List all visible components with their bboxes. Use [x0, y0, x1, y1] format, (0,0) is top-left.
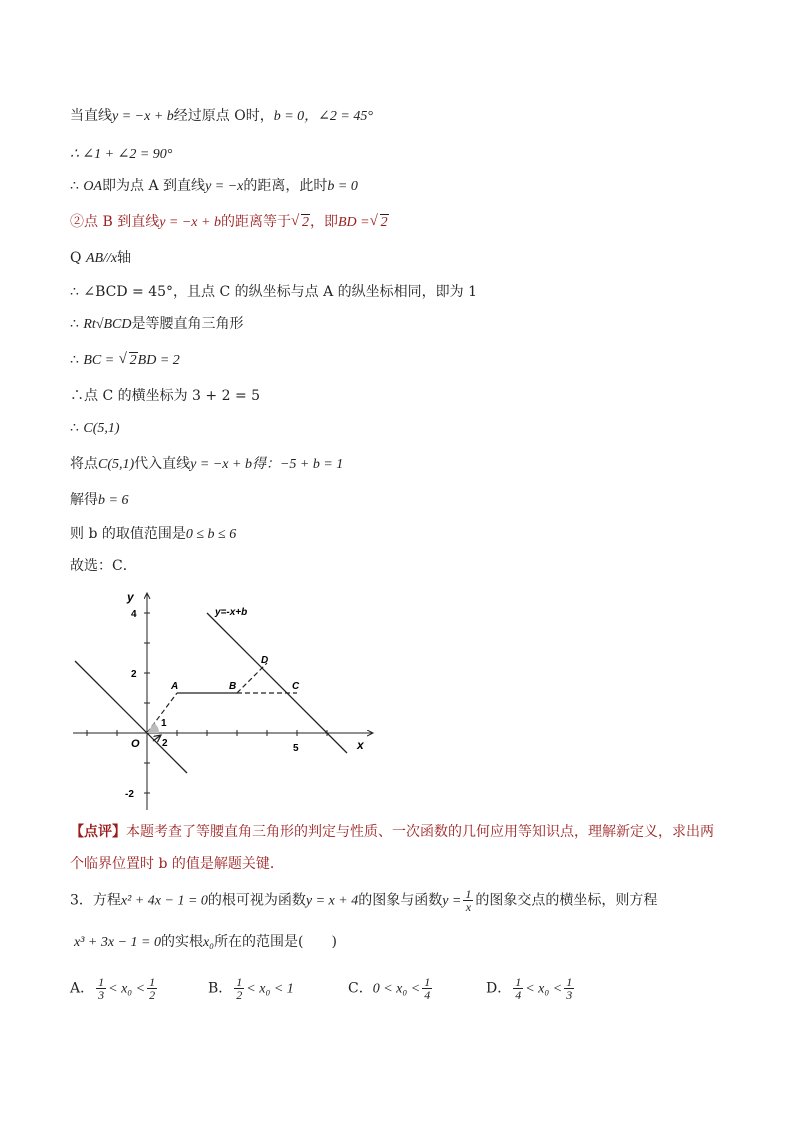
equation: BD =	[337, 215, 370, 230]
fraction	[96, 976, 106, 1001]
comment-text: 个临界位置时 b 的值是解题关键．	[70, 856, 284, 872]
angle-1-label: 1	[161, 718, 167, 729]
denominator: 2	[236, 988, 243, 1002]
therefore-symbol: ∴	[70, 420, 79, 436]
inequality: < x₀ <	[108, 981, 146, 997]
solution-line-1	[70, 106, 373, 127]
solution-line-9	[70, 386, 260, 406]
denominator: 3	[98, 988, 105, 1002]
inequality: < x₀ < 1	[246, 981, 294, 997]
comment-tag: 【点评】	[70, 824, 126, 840]
radicand: 2	[129, 353, 137, 368]
point-D-label: D	[261, 655, 269, 666]
text: 的距离等于	[220, 214, 291, 230]
question-number: 3．方程	[70, 892, 121, 909]
text: 经过原点 O时，	[173, 108, 274, 124]
equation: 得：−5 + b = 1	[251, 457, 344, 472]
numerator: 1	[515, 975, 522, 989]
solution-line-2	[70, 144, 172, 165]
point-A-label: A	[171, 681, 179, 692]
text: 当直线	[70, 108, 112, 124]
answer: 故选：C．	[70, 558, 137, 574]
option-label: C．	[348, 980, 373, 997]
text: 将点	[70, 456, 98, 472]
inequality: 0 < x₀ <	[372, 981, 421, 997]
sqrt	[371, 213, 389, 233]
equation: Rt√BCD	[83, 317, 132, 332]
equation: AB//x	[85, 251, 118, 266]
sqrt	[292, 213, 310, 233]
because-symbol: Q	[70, 250, 82, 266]
solution-line-10	[70, 418, 120, 439]
text: 的图象与函数	[358, 892, 443, 909]
radicand: 2	[380, 215, 388, 230]
equation: b = 6	[98, 493, 129, 508]
therefore-symbol: ∴	[70, 178, 79, 194]
angle-2-label: 2	[162, 738, 168, 749]
equation: ∴ ∠1 + ∠2 = 90°	[70, 147, 173, 162]
fraction	[234, 976, 244, 1001]
coordinate-diagram	[65, 585, 385, 820]
denominator: 4	[424, 988, 431, 1002]
fraction	[147, 976, 157, 1001]
numerator: 1	[424, 975, 431, 989]
solution-line-11	[70, 454, 343, 475]
comment-block-line2	[70, 854, 284, 874]
radicand: 2	[301, 215, 309, 230]
option-A[interactable]	[70, 976, 159, 1001]
numerator: 1	[98, 975, 105, 989]
solution-line-12	[70, 490, 128, 511]
angle-mark	[147, 723, 159, 733]
solution-line-14	[70, 556, 137, 576]
text: ②点 B 到直线	[70, 214, 160, 230]
solution-line-13	[70, 524, 236, 545]
equation: x² + 4x − 1 = 0	[120, 893, 208, 909]
option-label: D．	[486, 980, 512, 997]
y-axis-label: y	[127, 590, 134, 604]
denominator: 4	[515, 988, 522, 1002]
text: 轴	[117, 250, 132, 266]
x-axis-label: x	[357, 738, 364, 752]
point-B-label: B	[229, 681, 237, 692]
equation: y = −x + b	[159, 215, 221, 230]
fraction	[513, 976, 523, 1001]
tick-label-4: 4	[131, 609, 137, 620]
fraction	[564, 976, 574, 1001]
fraction	[463, 888, 473, 913]
therefore-symbol: ∴	[70, 316, 79, 332]
solution-line-3	[70, 176, 358, 197]
equation: y = −x	[205, 179, 244, 194]
solution-line-5	[70, 248, 131, 269]
numerator: 1	[236, 975, 243, 989]
text: 即为点 A 到直线	[102, 178, 206, 194]
segment-BD	[237, 663, 267, 693]
text: 是等腰直角三角形	[131, 316, 244, 332]
equation: y =	[442, 893, 462, 909]
text: 的根可视为函数	[207, 892, 306, 909]
equation: 0 ≤ b ≤ 6	[185, 527, 237, 542]
fraction	[422, 976, 432, 1001]
comment-block	[70, 822, 714, 842]
equation: x³ + 3x − 1 = 0	[74, 935, 161, 950]
equation: BC =	[83, 353, 115, 368]
equation: b = 0，∠2 = 45°	[273, 109, 373, 124]
text: 的实根	[160, 934, 203, 950]
equation: b = 0	[327, 179, 358, 194]
tick-label-neg2: -2	[125, 789, 134, 800]
equation: y = −x + b	[112, 109, 174, 124]
equation: C(5,1)	[83, 421, 120, 436]
solution-line-8	[70, 350, 180, 371]
option-label: B．	[208, 980, 233, 997]
equation: y = x + 4	[305, 893, 359, 909]
inequality: < x₀ <	[525, 981, 563, 997]
text: ，即	[309, 214, 338, 230]
text: 的距离，此时	[243, 178, 328, 194]
sqrt	[120, 351, 138, 371]
text: 则 b 的取值范围是	[70, 526, 186, 542]
solution-line-4	[70, 212, 389, 233]
text: ∴点 C 的横坐标为 3 + 2 = 5	[70, 388, 261, 404]
option-B[interactable]	[208, 976, 294, 1001]
text: 的图象交点的横坐标，则方程	[475, 892, 658, 909]
option-D[interactable]	[486, 976, 576, 1001]
text: ∴ ∠BCD = 45°，且点 C 的纵坐标与点 A 的纵坐标相同，即为 1	[70, 284, 477, 300]
equation: BD = 2	[137, 353, 180, 368]
question-3-line1	[70, 888, 657, 913]
numerator: 1	[149, 975, 156, 989]
variable: x₀	[202, 935, 215, 950]
origin-label: O	[131, 738, 140, 750]
tick-label-x5: 5	[293, 743, 299, 754]
tick-label-2: 2	[131, 669, 137, 680]
segment: OA	[83, 179, 103, 194]
therefore-symbol: ∴	[70, 352, 79, 368]
line-y-neg-x-plus-6	[207, 613, 347, 753]
denominator: x	[465, 900, 472, 914]
text: 解得	[70, 492, 98, 508]
option-label: A．	[70, 980, 95, 997]
equation: C(5,1)	[98, 457, 135, 472]
option-C[interactable]	[348, 976, 434, 1001]
equation: y = −x + b	[190, 457, 252, 472]
numerator: 1	[465, 887, 472, 901]
denominator: 3	[566, 988, 573, 1002]
solution-line-7	[70, 314, 244, 335]
comment-text: 本题考查了等腰直角三角形的判定与性质、一次函数的几何应用等知识点，理解新定义，求出两	[126, 824, 714, 840]
text: 所在的范围是( )	[214, 934, 337, 950]
denominator: 2	[149, 988, 156, 1002]
point-C-label: C	[292, 681, 300, 692]
line-label: y=-x+b	[215, 607, 248, 618]
text: 代入直线	[134, 456, 191, 472]
numerator: 1	[566, 975, 573, 989]
question-3-line2	[74, 932, 337, 953]
solution-line-6	[70, 282, 477, 302]
